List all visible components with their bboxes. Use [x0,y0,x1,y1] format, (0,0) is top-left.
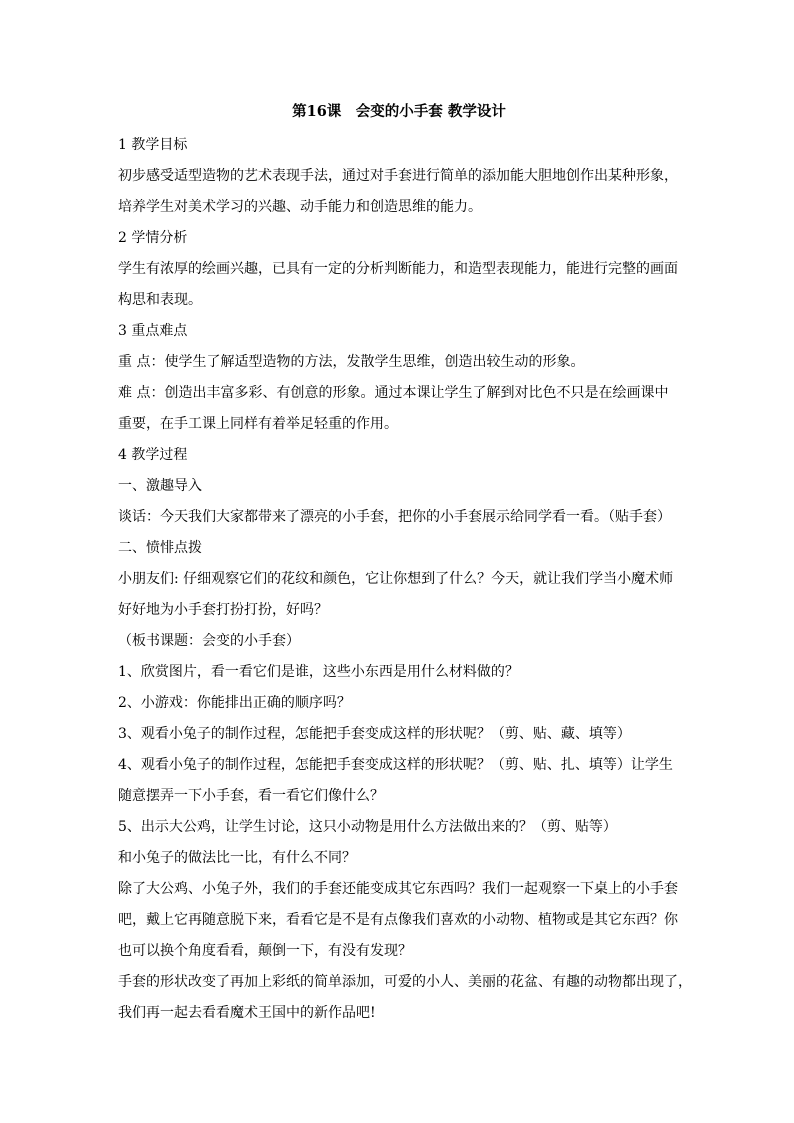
paragraph-line: （板书课题：会变的小手套） [118,633,300,649]
paragraph-line: 我们再一起去看看魔术王国中的新作品吧! [118,1005,376,1021]
heading-objectives: 1 教学目标 [118,137,188,153]
list-item: 4、观看小兔子的制作过程，怎能把手套变成这样的形状呢？（剪、贴、扎、填等）让学生 [118,757,673,773]
paragraph-line: 重要，在手工课上同样有着举足轻重的作用。 [118,416,398,432]
heading-process: 4 教学过程 [118,447,188,463]
paragraph-line: 好好地为小手套打扮打扮，好吗？ [118,602,328,618]
paragraph-line: 除了大公鸡、小兔子外，我们的手套还能变成其它东西吗？我们一起观察一下桌上的小手套 [118,881,678,897]
paragraph-line: 学生有浓厚的绘画兴趣，已具有一定的分析判断能力，和造型表现能力，能进行完整的画面 [118,261,678,277]
paragraph-line: 构思和表现。 [118,292,202,308]
document-body [118,130,692,1029]
paragraph-line: 随意摆弄一下小手套，看一看它们像什么？ [118,788,384,804]
list-item: 1、欣赏图片，看一看它们是谁，这些小东西是用什么材料做的？ [118,664,519,680]
paragraph-line: 重 点：使学生了解适型造物的方法，发散学生思维，创造出较生动的形象。 [118,354,585,370]
paragraph-line: 谈话：今天我们大家都带来了漂亮的小手套，把你的小手套展示给同学看一看。（贴手套） [118,509,671,525]
paragraph-line: 吧，戴上它再随意脱下来，看看它是不是有点像我们喜欢的小动物、植物或是其它东西？你 [118,912,678,928]
paragraph-line: 初步感受适型造物的艺术表现手法，通过对手套进行简单的添加能大胆地创作出某种形象， [118,168,678,184]
list-item: 5、出示大公鸡，让学生讨论，这只小动物是用什么方法做出来的？（剪、贴等） [118,819,617,835]
subheading-guidance: 二、愤悱点拨 [118,540,202,556]
paragraph-line: 小朋友们: 仔细观察它们的花纹和颜色，它让你想到了什么？今天，就让我们学当小魔术师 [118,571,674,587]
paragraph-line: 难 点：创造出丰富多彩、有创意的形象。通过本课让学生了解到对比色不只是在绘画课中 [118,385,669,401]
document-page [118,100,692,1029]
list-item: 3、观看小兔子的制作过程，怎能把手套变成这样的形状呢？（剪、贴、藏、填等） [118,726,631,742]
heading-analysis: 2 学情分析 [118,230,188,246]
paragraph-line: 培养学生对美术学习的兴趣、动手能力和创造思维的能力。 [118,199,482,215]
heading-key-points: 3 重点难点 [118,323,188,339]
subheading-intro: 一、激趣导入 [118,478,202,494]
paragraph-line: 也可以换个角度看看，颠倒一下，有没有发现？ [118,943,412,959]
list-item: 2、小游戏：你能排出正确的顺序吗？ [118,695,351,711]
document-title: 第16课 会变的小手套 教学设计 [292,103,506,120]
paragraph-line: 和小兔子的做法比一比，有什么不同？ [118,850,356,866]
paragraph-line: 手套的形状改变了再加上彩纸的简单添加，可爱的小人、美丽的花盆、有趣的动物都出现了， [118,974,692,990]
